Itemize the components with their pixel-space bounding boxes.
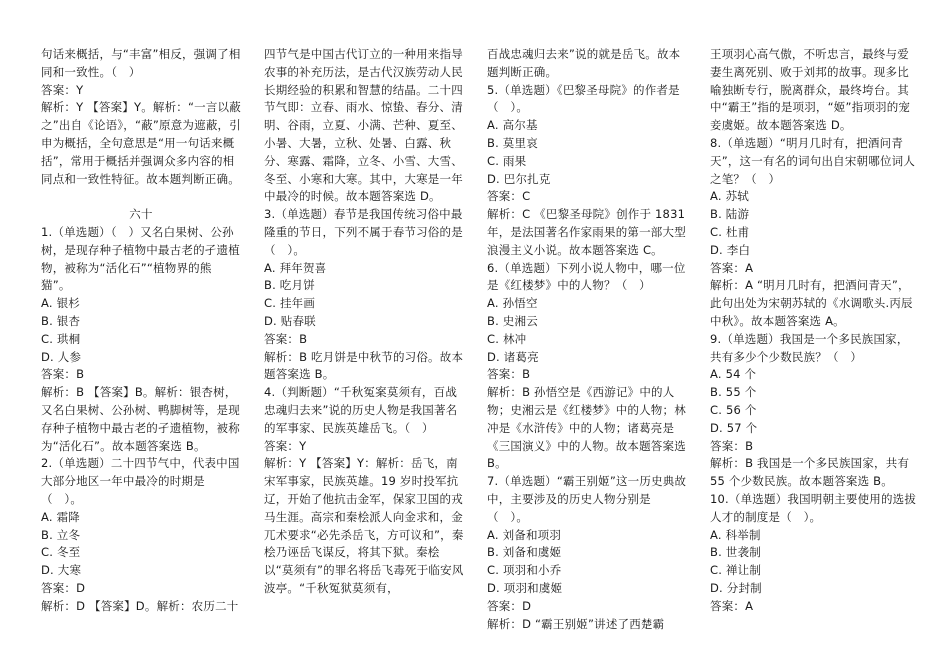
answer-line: 答案：C xyxy=(487,189,531,204)
question-stem: 8.（单选题）“明月几时有，把酒问青天”，这一有名的词句出自宋朝哪位词人之笔？（ ） xyxy=(710,135,916,186)
answer-option: D. 分封制 xyxy=(710,580,762,595)
answer-option: D. 贴春联 xyxy=(264,313,316,328)
answer-option: B. 立冬 xyxy=(41,527,81,542)
question-stem: 6.（单选题）下列小说人物中，哪一位是《红楼梦》中的人物？（ ） xyxy=(487,260,686,293)
answer-option: B. 银杏 xyxy=(41,313,81,328)
answer-option: B. 莫里哀 xyxy=(487,135,538,150)
answer-line: 答案：Y xyxy=(41,82,84,97)
answer-option: B. 55 个 xyxy=(710,385,757,400)
answer-line: 答案：B xyxy=(264,331,308,346)
blank-line xyxy=(41,188,241,206)
answer-option: A. 苏轼 xyxy=(710,189,749,204)
answer-line: 答案：D xyxy=(487,598,532,613)
question-stem: 10.（单选题）我国明朝主要使用的选拔人才的制度是（ ）。 xyxy=(710,491,917,524)
answer-option: D. 项羽和虞姬 xyxy=(487,580,563,595)
answer-line: 答案：A xyxy=(710,260,754,275)
answer-option: A. 54 个 xyxy=(710,367,757,382)
answer-option: A. 霜降 xyxy=(41,509,80,524)
answer-option: C. 雨果 xyxy=(487,153,527,168)
explanation: 解析：B 孙悟空是《西游记》中的人物；史湘云是《红楼梦》中的人物；林冲是《水浒传》中的人物；诸葛亮是《三国演义》中的人物。故本题答案选 B。 xyxy=(487,385,686,471)
answer-option: C. 林冲 xyxy=(487,331,527,346)
text-column-1 xyxy=(41,46,241,668)
answer-option: D. 诸葛亮 xyxy=(487,349,539,364)
paragraph: 句话来概括，与“丰富”相反，强调了相同和一致性。（ ） xyxy=(41,47,241,79)
answer-line: 答案：B xyxy=(41,367,85,382)
answer-option: C. 56 个 xyxy=(710,402,757,417)
answer-line: 答案：B xyxy=(710,438,754,453)
answer-option: B. 世袭制 xyxy=(710,545,761,560)
answer-line: 答案：A xyxy=(710,598,754,613)
paragraph: 王项羽心高气傲，不听忠言，最终与爱妻生离死别、败于刘邦的故事。现多比喻独断专行，脱离群众，最终垮台。其中“霸王”指的是项羽，“姬”指项羽的宠妾虞姬。故本题答案选 D。 xyxy=(710,47,911,133)
answer-option: D. 人参 xyxy=(41,349,82,364)
answer-option: A. 孙悟空 xyxy=(487,296,538,311)
explanation: 解析：D 【答案】D。解析：农历二十 xyxy=(41,598,239,613)
answer-option: C. 杜甫 xyxy=(710,224,750,239)
explanation: 解析：Y 【答案】Y。解析：“一言以蔽之”出自《论语》，“蔽”原意为遮蔽，引申为概括，全句意思是“用一句话来概 括”，常用于概括并强调众多内容的相同点和一致性特征。故本题判断正确。 xyxy=(41,100,241,186)
answer-option: B. 刘备和虞姬 xyxy=(487,545,562,560)
answer-option: C. 禅让制 xyxy=(710,563,762,578)
answer-option: B. 史湘云 xyxy=(487,313,538,328)
answer-option: D. 57 个 xyxy=(710,420,758,435)
answer-option: D. 巴尔扎克 xyxy=(487,171,551,186)
answer-option: D. 大寒 xyxy=(41,563,82,578)
question-stem: 3.（单选题）春节是我国传统习俗中最隆重的节日，下列不属于春节习俗的是（ ）。 xyxy=(264,207,463,257)
answer-line: 答案：B xyxy=(487,367,531,382)
answer-option: C. 珙桐 xyxy=(41,331,81,346)
answer-option: D. 李白 xyxy=(710,242,751,257)
explanation: 解析：D “霸王别姬”讲述了西楚霸 xyxy=(487,616,665,631)
section-title: 六十 xyxy=(129,207,153,222)
explanation: 解析：B 【答案】B。解析：银杏树，又名白果树、公孙树、鸭脚树等，是现存种子植物中最古老的孑遗植物，被称为“活化石”。故本题答案选 B。 xyxy=(41,385,240,453)
question-stem: 7.（单选题）“霸王别姬”这一历史典故中，主要涉及的历史人物分别是（ ）。 xyxy=(487,474,687,524)
question-stem: 4.（判断题）“千秋冤案莫须有，百战忠魂归去来”说的历史人物是我国著名的军事家、民族英雄岳飞。（ ） xyxy=(264,385,458,435)
answer-option: C. 项羽和小乔 xyxy=(487,563,562,578)
answer-option: A. 高尔基 xyxy=(487,118,538,133)
text-column-3 xyxy=(487,46,687,668)
explanation: 解析：B 我国是一个多民族国家，共有 55 个少数民族。故本题答案选 B。 xyxy=(710,456,910,489)
answer-option: A. 科举制 xyxy=(710,527,761,542)
answer-option: A. 刘备和项羽 xyxy=(487,527,562,542)
question-stem: 1.（单选题）（ ）又名白果树、公孙树，是现存种子植物中最古老的孑遗植物，被称为“活化石”“植物界的熊猫”。 xyxy=(41,224,240,293)
explanation: 解析：C 《巴黎圣母院》创作于 1831 年，是法国著名作家雨果的第一部大型浪漫主义小说。故本题答案选 C。 xyxy=(487,207,686,257)
answer-option: A. 银杉 xyxy=(41,296,80,311)
answer-option: B. 陆游 xyxy=(710,207,750,222)
answer-line: 答案：Y xyxy=(264,438,307,453)
question-stem: 2.（单选题）二十四节气中，代表中国大部分地区一年中最冷的时期是（ ）。 xyxy=(41,456,240,506)
text-column-2 xyxy=(264,46,464,668)
answer-option: B. 吃月饼 xyxy=(264,278,315,293)
explanation: 解析：B 吃月饼是中秋节的习俗。故本题答案选 B。 xyxy=(264,349,464,382)
answer-option: C. 冬至 xyxy=(41,545,81,560)
explanation: 解析：A “明月几时有，把酒问青天”，此句出处为宋朝苏轼的《水调歌头.丙辰中秋》。故本题答案选 A。 xyxy=(710,278,913,328)
explanation: 解析：Y 【答案】Y：解析：岳飞，南宋军事家，民族英雄。19 岁时投军抗辽，开始了他抗击金军，保家卫国的戎马生涯。高宗和秦桧派人向金求和，金兀术要求“必先杀岳飞，方可议和”，秦桧乃诬岳飞谋反，将其下狱。秦桧以“莫须有”的罪名将岳飞毒死于临安风波亭。“千秋冤狱莫须有， xyxy=(264,456,464,595)
text-column-4 xyxy=(710,46,918,668)
paragraph: 百战忠魂归去来”说的就是岳飞。故本题判断正确。 xyxy=(487,47,681,79)
paragraph: 四节气是中国古代订立的一种用来指导农事的补充历法，是古代汉族劳动人民长期经验的积累和智慧的结晶。二十四节气即：立春、雨水、惊蛰、春分、清明、谷雨，立夏、小满、芒种、夏至、小暑、大暑，立秋、处暑、白露、秋分、寒露、霜降，立冬、小雪、大雪、冬至、小寒和大寒。其中，大寒是一年中最冷的时候。故本题答案选 D。 xyxy=(264,47,463,204)
answer-option: A. 拜年贺喜 xyxy=(264,260,327,275)
answer-line: 答案：D xyxy=(41,580,86,595)
answer-option: C. 挂年画 xyxy=(264,296,316,311)
question-stem: 9.（单选题）我国是一个多民族国家，共有多少个少数民族？（ ） xyxy=(710,331,909,364)
question-stem: 5.（单选题）《巴黎圣母院》的作者是（ ）。 xyxy=(487,82,680,115)
